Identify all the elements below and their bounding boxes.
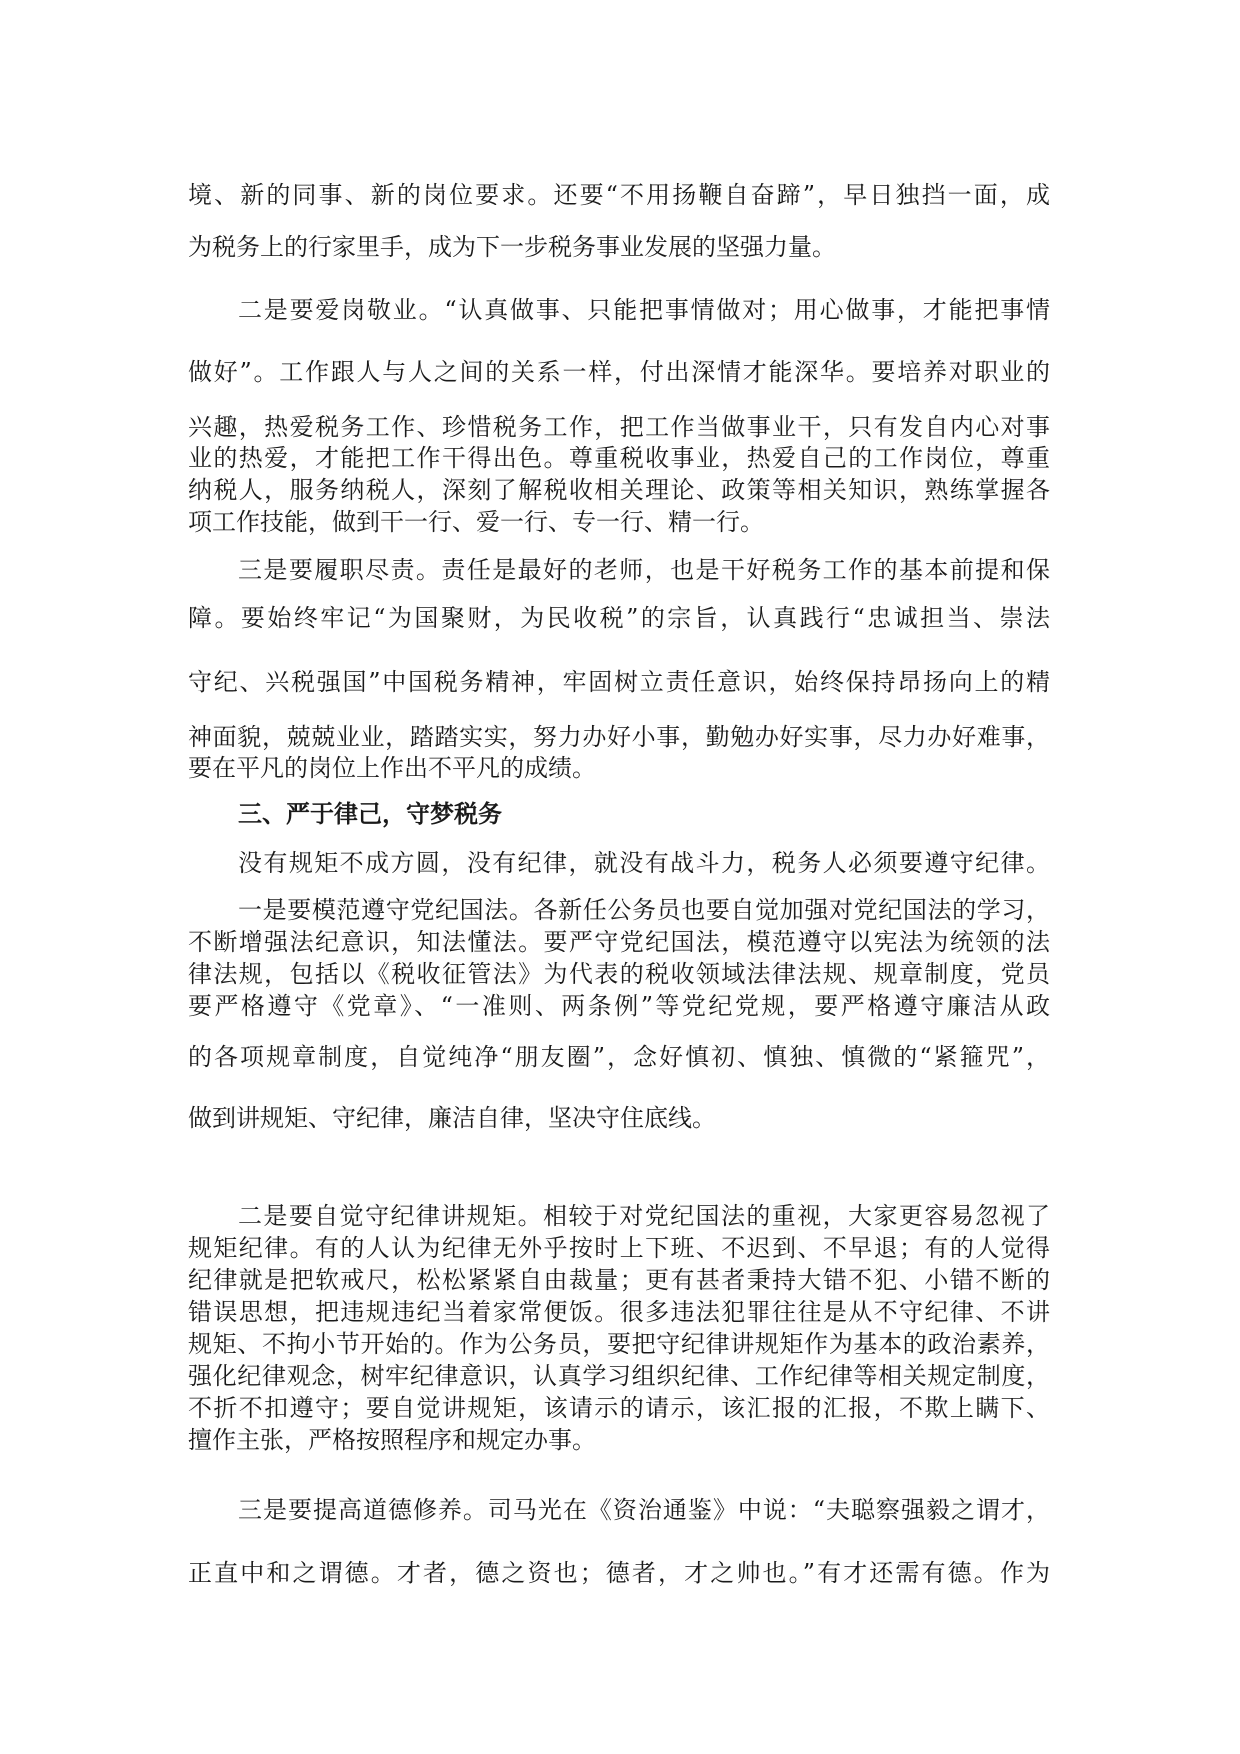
line-text: 不断增强法纪意识，知法懂法。要严守党纪国法，模范遵守以宪法为统领的法: [188, 928, 1052, 956]
line-text: 没有规矩不成方圆，没有纪律，就没有战斗力，税务人必须要遵守纪律。: [238, 849, 1052, 877]
line-text: 纪律就是把软戒尺，松松紧紧自由裁量；更有甚者秉持大错不犯、小错不断的: [188, 1266, 1052, 1294]
line-text: 一是要模范遵守党纪国法。各新任公务员也要自觉加强对党纪国法的学习，: [238, 896, 1051, 924]
line-text: 境、新的同事、新的岗位要求。还要“不用扬鞭自奋蹄”，早日独挡一面，成: [188, 181, 1053, 209]
line-text: 规矩纪律。有的人认为纪律无外乎按时上下班、不迟到、不早退；有的人觉得: [188, 1234, 1052, 1262]
line-text: 三是要提高道德修养。司马光在《资治通鉴》中说：“夫聪察强毅之谓才，: [238, 1496, 1051, 1524]
line-text: 的各项规章制度，自觉纯净“朋友圈”，念好慎初、慎独、慎微的“紧箍咒”，: [188, 1043, 1053, 1071]
line-text: 做好”。工作跟人与人之间的关系一样，付出深情才能深华。要培养对职业的: [188, 358, 1052, 386]
line-text: 要严格遵守《党章》、“一准则、两条例”等党纪党规，要严格遵守廉洁从政: [188, 992, 1053, 1020]
line-text: 为税务上的行家里手，成为下一步税务事业发展的坚强力量。: [188, 233, 836, 261]
line-text: 二是要爱岗敬业。“认真做事、只能把事情做对；用心做事，才能把事情: [238, 296, 1052, 324]
line-text: 纳税人，服务纳税人，深刻了解税收相关理论、政策等相关知识，熟练掌握各: [188, 476, 1052, 504]
line-text: 二是要自觉守纪律讲规矩。相较于对党纪国法的重视，大家更容易忽视了: [238, 1202, 1052, 1230]
line-text: 规矩、不拘小节开始的。作为公务员，要把守纪律讲规矩作为基本的政治素养，: [188, 1330, 1051, 1358]
line-text: 正直中和之谓德。才者，德之资也；德者，才之帅也。”有才还需有德。作为: [188, 1559, 1053, 1587]
line-text: 做到讲规矩、守纪律，廉洁自律，坚决守住底线。: [188, 1104, 716, 1132]
line-text: 强化纪律观念，树牢纪律意识，认真学习组织纪律、工作纪律等相关规定制度，: [188, 1362, 1051, 1390]
line-text: 障。要始终牢记“为国聚财，为民收税”的宗旨，认真践行“忠诚担当、崇法: [188, 604, 1053, 632]
line-text: 守纪、兴税强国”中国税务精神，牢固树立责任意识，始终保持昂扬向上的精: [188, 668, 1052, 696]
line-text: 项工作技能，做到干一行、爱一行、专一行、精一行。: [188, 508, 764, 536]
line-text: 律法规，包括以《税收征管法》为代表的税收领域法律法规、规章制度，党员: [188, 960, 1052, 988]
heading-text: 三、严于律己，守梦税务: [238, 799, 502, 828]
line-text: 兴趣，热爱税务工作、珍惜税务工作，把工作当做事业干，只有发自内心对事: [188, 413, 1052, 441]
line-text: 业的热爱，才能把工作干得出色。尊重税收事业，热爱自己的工作岗位，尊重: [188, 444, 1052, 472]
line-text: 错误思想，把违规违纪当着家常便饭。很多违法犯罪往往是从不守纪律、不讲: [188, 1298, 1052, 1326]
line-text: 要在平凡的岗位上作出不平凡的成绩。: [188, 754, 596, 782]
line-text: 神面貌，兢兢业业，踏踏实实，努力办好小事，勤勉办好实事，尽力办好难事，: [188, 723, 1051, 751]
line-text: 擅作主张，严格按照程序和规定办事。: [188, 1426, 596, 1454]
line-text: 不折不扣遵守；要自觉讲规矩，该请示的请示，该汇报的汇报，不欺上瞒下、: [188, 1394, 1052, 1422]
line-text: 三是要履职尽责。责任是最好的老师，也是干好税务工作的基本前提和保: [238, 556, 1052, 584]
